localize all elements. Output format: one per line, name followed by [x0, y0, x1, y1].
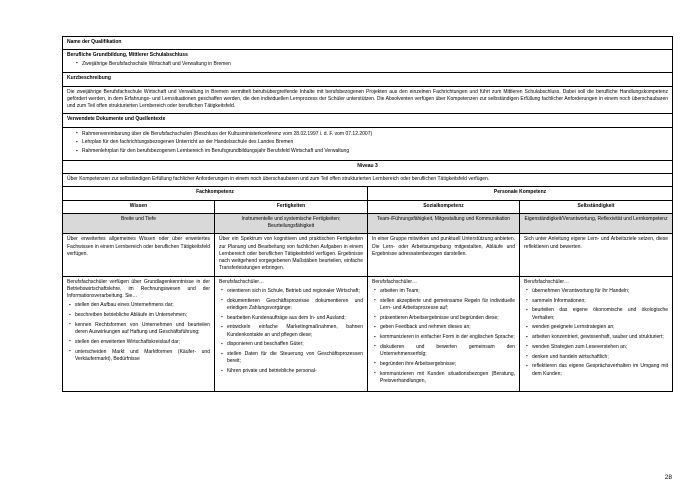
table-row-group-headers [63, 187, 673, 200]
list-item: ▪ Rahmenvereinbarung über die Berufsfachschulen (Beschluss der Kultusministerkonferenz vom 28.02.1997 i. d. F. vom 07.12.2007) [76, 131, 668, 138]
list-item: ▪ präsentieren Arbeitsergebnisse und begründen diese; [374, 315, 515, 322]
list-item: ▪ Zweijährige Berufsfachschule Wirtschaft und Verwaltung in Bremen [76, 61, 668, 68]
table-row-description-header [63, 73, 673, 86]
list-item: ▪ diskutieren und bewerten gemeinsam den Unternehmenserfolg; [374, 344, 515, 359]
list-item: ▪ unterscheiden Markt und Marktformen (Käufer- und Verkäufermarkt), Bedürfnisse [69, 349, 210, 364]
list-item: ▪ kommunizieren in einfacher Form in der englischen Sprache; [374, 334, 515, 341]
group-header-fachkompetenz: Fachkompetenz [63, 187, 368, 200]
competence-lead: Berufsfachschüler… [524, 278, 570, 285]
table-row-name-value [63, 50, 673, 73]
column-header-sozialkompetenz: Sozialkompetenz [368, 200, 520, 213]
competence-wissen [63, 276, 215, 391]
list-item: ▪ disponieren und beschaffen Güter; [221, 341, 363, 348]
competence-sozialkompetenz [368, 276, 520, 391]
documents-header-cell: Verwendete Dokumente und Quellentexte [63, 114, 673, 127]
list-item: ▪ sammeln Informationen; [526, 298, 668, 305]
list-item: ▪ entwickeln einfache Marketingmaßnahmen, bahnen Kundenkontakte an und pflegen diese; [221, 324, 363, 339]
table-row-name-header [63, 37, 673, 50]
list-item: ▪ Lehrplan für den fachrichtungsbezogenen Unterricht an der Handelsschule des Landes Bremen [76, 139, 668, 146]
table-row-description [63, 86, 673, 114]
table-row-competences [63, 276, 673, 391]
list-item: ▪ übernehmen Verantwortung für ihr Handeln; [526, 288, 668, 295]
table-row-niveau-text [63, 174, 673, 187]
niveau-selbstaendigkeit: Sich unter Anleitung eigene Lern- und Arbeitsziele setzen, diese reflektieren und bewerten. [520, 234, 673, 276]
group-header-personale-kompetenz: Personale Kompetenz [368, 187, 673, 200]
list-item: ▪ dokumentieren Geschäftsprozesse dokumentieren und erledigen Zahlungsvorgänge; [221, 298, 363, 313]
table-row-column-headers [63, 200, 673, 213]
niveau-sozialkompetenz: In einer Gruppe mitwirken und punktuell Unterstützung anbieten. Die Lern- oder Arbeitsumgebung mitgestalten, Abläufe und Ergebnisse adressatenbezogen darstellen. [368, 234, 520, 276]
competence-fertigkeiten [215, 276, 368, 391]
list-item: ▪ orientieren sich in Schule, Betrieb und regionaler Wirtschaft; [221, 288, 363, 295]
descriptor-breite-und-tiefe: Breite und Tiefe [63, 213, 215, 234]
list-item: ▪ beschreiben betriebliche Abläufe im Unternehmen; [69, 312, 210, 319]
qualification-list [67, 61, 668, 68]
description-cell: Die zweijährige Berufsfachschule Wirtschaft und Verwaltung in Bremen vermittelt berufsübergreifende Inhalte mit berufsbezogenen Projekten aus den einzelnen Fachrichtungen und führt zum Mittleren Schulabschluss. Dabei soll die berufliche Handlungskompetenz gefördert werden, in dem Erfahrungs- und Lernsituationen geschaffen werden, die den individuellen Lernprozess der Schüler unterstützen. Die Absolventen verfügen über Kompetenzen zur selbständigen Erfüllung fachlicher Anforderungen in einem noch überschaubaren und zum Teil offen strukturierten Lernbereich oder beruflichen Tätigkeitsfeld. [63, 86, 673, 114]
list-item: ▪ denken und handeln wirtschaftlich; [526, 354, 668, 361]
list-item: ▪ arbeiten im Team; [374, 288, 515, 295]
list-item: ▪ wenden Strategien zum Leseverstehen an; [526, 344, 668, 351]
niveau-wissen: Über erweitertes allgemeines Wissen oder über erweitertes Fachwissen in einem Lernbereich oder beruflichen Tätigkeitsfeld verfügen. [63, 234, 215, 276]
competence-list [67, 302, 210, 363]
list-item: ▪ stellen Daten für die Steuerung von Geschäftsprozessen bereit; [221, 351, 363, 366]
list-item: ▪ geben Feedback und nehmen dieses an; [374, 324, 515, 331]
qualification-table [62, 36, 673, 392]
niveau-fertigkeiten: Über ein Spektrum von kognitiven und praktischen Fertigkeiten zur Planung und Bearbeitung von fachlichen Aufgaben in einem Lernbereich oder beruflichen Tätigkeitsfeld verfügen. Ergebnisse nach weitgehend vorgegebenen Maßstäben beurteilen, einfache Transferleistungen erbringen. [215, 234, 368, 276]
table-row-niveau-descriptors [63, 234, 673, 276]
list-item: ▪ führen private und betriebliche personal- [221, 368, 363, 375]
qualification-title: Berufliche Grundbildung, Mittlerer Schulabschluss [67, 52, 188, 59]
descriptor-fertigkeiten: Instrumentelle und systemische Fertigkeiten; Beurteilungsfähigkeit [215, 213, 368, 234]
table-row-niveau-header [63, 160, 673, 173]
description-header-cell: Kurzbeschreibung [63, 73, 673, 86]
niveau-text-cell: Über Kompetenzen zur selbständigen Erfüllung fachlicher Anforderungen in einem noch überschaubaren und zum Teil offen strukturierten Lernbereich oder beruflichen Tätigkeitsfeld verfügen. [63, 174, 673, 187]
competence-list [372, 288, 515, 385]
list-item: ▪ Rahmenlehrplan für den berufsbezogenen Lernbereich im Berufsgrundbildungsjahr Berufsfeld Wirtschaft und Verwaltung [76, 148, 668, 155]
list-item: ▪ beurteilen das eigene ökonomische und ökologische Verhalten; [526, 307, 668, 322]
list-item: ▪ arbeiten konzentriert, gewissenhaft, sauber und strukturiert; [526, 334, 668, 341]
competence-lead: Berufsfachschüler… [219, 278, 265, 285]
competence-lead: Berufsfachschüler… [372, 278, 418, 285]
name-value-cell [63, 50, 673, 73]
list-item: ▪ stellen den Aufbau eines Unternehmens dar; [69, 302, 210, 309]
documents-list [67, 131, 668, 156]
table-row-documents-header [63, 114, 673, 127]
list-item: ▪ kommunizieren mit Kunden situationsbezogen (Beratung, Preisverhandlungen, [374, 371, 515, 386]
list-item: ▪ kennen Rechtsformen von Unternehmen und beurteilen deren Auswirkungen auf Haftung und Geschäftsführung; [69, 322, 210, 337]
competence-selbstaendigkeit [520, 276, 673, 391]
table-row-descriptors [63, 213, 673, 234]
competence-list [524, 288, 668, 378]
list-item: ▪ begründen ihre Arbeitsergebnisse; [374, 361, 515, 368]
niveau-header-cell: Niveau 3 [63, 160, 673, 173]
column-header-wissen: Wissen [63, 200, 215, 213]
list-item: ▪ stellen akzeptierte und gemeinsame Regeln für individuelle Lern- und Arbeitsprozesse auf; [374, 298, 515, 313]
competence-list [219, 288, 363, 376]
competence-lead: Berufsfachschüler verfügen über Grundlagenkenntnisse in der Betriebswirtschaftslehre, im Rechnungswesen und der Informationsverarbeitung. Sie… [67, 278, 210, 299]
documents-cell [63, 127, 673, 160]
name-header-cell: Name der Qualifikation [63, 37, 673, 50]
page-number: 28 [664, 474, 672, 481]
list-item: ▪ reflektieren das eigene Gesprächsverhalten im Umgang mit dem Kunden; [526, 363, 668, 378]
descriptor-sozialkompetenz: Team-/Führungsfähigkeit, Mitgestaltung und Kommunikation [368, 213, 520, 234]
table-row-documents [63, 127, 673, 160]
list-item: ▪ wenden geeignete Lernstrategien an; [526, 324, 668, 331]
column-header-selbstaendigkeit: Selbständigkeit [520, 200, 673, 213]
list-item: ▪ bearbeiten Kundenaufträge aus dem In- und Ausland; [221, 315, 363, 322]
descriptor-selbstaendigkeit: Eigenständigkeit/Verantwortung, Reflexivität und Lernkompetenz [520, 213, 673, 234]
column-header-fertigkeiten: Fertigkeiten [215, 200, 368, 213]
list-item: ▪ stellen den erweiterten Wirtschaftskreislauf dar; [69, 339, 210, 346]
